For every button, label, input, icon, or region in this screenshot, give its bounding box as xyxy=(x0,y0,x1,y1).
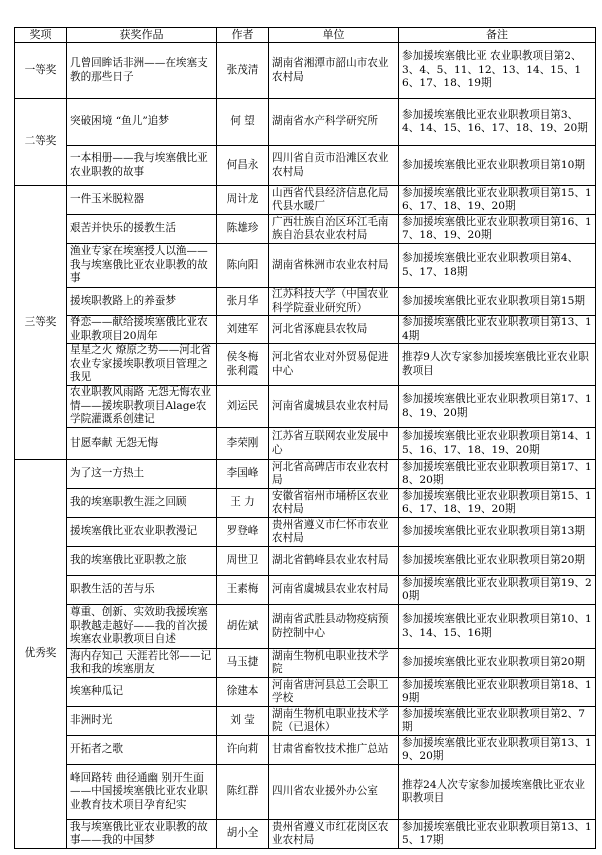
unit-cell: 湖南生物机电职业技术学院 xyxy=(269,649,399,678)
table-row xyxy=(15,215,596,244)
author-cell: 王素梅 xyxy=(217,576,269,605)
unit-cell: 甘肃省畜牧技术推广总站 xyxy=(269,736,399,765)
author-cell: 何昌永 xyxy=(217,146,269,186)
table-row xyxy=(15,316,596,344)
note-cell: 参加援埃塞俄比亚农业职教项目第13、14期 xyxy=(399,316,596,344)
unit-cell: 山西省代县经济信息化局代县水暖厂 xyxy=(269,186,399,215)
author-cell: 张月华 xyxy=(217,288,269,316)
note-cell: 参加援埃塞俄比亚农业职教项目第15期 xyxy=(399,288,596,316)
header-note: 备注 xyxy=(399,28,596,43)
author-cell: 胡小全 xyxy=(217,820,269,849)
work-cell: 尊重、创新、实效助我援埃塞职教越走越好——我的首次援埃塞农业职教项目自述 xyxy=(67,605,217,649)
table-row xyxy=(15,146,596,186)
note-cell: 参加援埃塞俄比亚农业职教项目第13期 xyxy=(399,518,596,547)
table-row xyxy=(15,186,596,215)
awards-table xyxy=(14,27,596,849)
work-cell: 一件玉米脱粒器 xyxy=(67,186,217,215)
work-cell: 农业职教风雨路 无怨无悔农业情——援埃职教项目Alage农学院灌溉系创建记 xyxy=(67,386,217,428)
header-author: 作者 xyxy=(217,28,269,43)
table-row xyxy=(15,547,596,576)
author-cell: 陈红群 xyxy=(217,765,269,820)
author-cell: 李荣刚 xyxy=(217,428,269,460)
work-cell: 甘愿奉献 无怨无悔 xyxy=(67,428,217,460)
table-row xyxy=(15,576,596,605)
note-cell: 参加援埃塞俄比亚农业职教项目第16、17、18、19、20期 xyxy=(399,215,596,244)
author-cell: 陈雄珍 xyxy=(217,215,269,244)
author-cell: 刘运民 xyxy=(217,386,269,428)
unit-cell: 湖南生物机电职业技术学院（已退休） xyxy=(269,707,399,736)
work-cell: 渔业专家在埃塞授人以渔——我与埃塞俄比亚农业职教的故事 xyxy=(67,244,217,288)
note-cell: 参加援埃塞俄比亚农业职教项目第3、4、14、15、16、17、18、19、20期 xyxy=(399,99,596,146)
note-cell: 参加援埃塞俄比亚农业职教项目第15、16、17、18、19、20期 xyxy=(399,186,596,215)
work-cell: 星星之火 燎原之势——河北省农业专家援埃职教项目管理之我见 xyxy=(67,344,217,386)
header-award: 奖项 xyxy=(15,28,67,43)
note-cell: 参加援埃塞俄比亚农业职教项目第19、20期 xyxy=(399,576,596,605)
table-row xyxy=(15,460,596,489)
note-cell: 参加援埃塞俄比亚农业职教项目第10期 xyxy=(399,146,596,186)
header-row xyxy=(15,28,596,43)
note-cell: 参加援埃塞俄比亚农业职教项目第2、7期 xyxy=(399,707,596,736)
table-row xyxy=(15,605,596,649)
work-cell: 援埃塞俄比亚农业职教漫记 xyxy=(67,518,217,547)
table-row xyxy=(15,707,596,736)
unit-cell: 贵州省遵义市红花岗区农业农村局 xyxy=(269,820,399,849)
award-level-cell: 优秀奖 xyxy=(15,460,67,849)
award-level-cell: 一等奖 xyxy=(15,43,67,99)
unit-cell: 湖南省武胜县动物疫病预防控制中心 xyxy=(269,605,399,649)
unit-cell: 广西壮族自治区环江毛南族自治县农业农村局 xyxy=(269,215,399,244)
note-cell: 参加援埃塞俄比亚农业职教项目第15、16、17、18、19、20期 xyxy=(399,489,596,518)
author-cell: 刘 莹 xyxy=(217,707,269,736)
author-cell: 王 力 xyxy=(217,489,269,518)
work-cell: 为了这一方热土 xyxy=(67,460,217,489)
unit-cell: 河北省农业对外贸易促进中心 xyxy=(269,344,399,386)
awards-table-body xyxy=(15,43,596,849)
work-cell: 海内存知己 天涯若比邻——记我和我的埃塞朋友 xyxy=(67,649,217,678)
note-cell: 参加援埃塞俄比亚农业职教项目第20期 xyxy=(399,547,596,576)
award-level-cell: 三等奖 xyxy=(15,186,67,460)
author-cell: 周计龙 xyxy=(217,186,269,215)
author-cell: 李国峰 xyxy=(217,460,269,489)
note-cell: 参加援埃塞俄比亚农业职教项目第13、19、20期 xyxy=(399,736,596,765)
work-cell: 突破困境 “鱼儿”追梦 xyxy=(67,99,217,146)
work-cell: 我与埃塞俄比亚农业职教的故事——我的中国梦 xyxy=(67,820,217,849)
author-cell: 侯冬梅 张利霞 xyxy=(217,344,269,386)
author-cell: 徐建本 xyxy=(217,678,269,707)
work-cell: 我的埃塞俄比亚职教之旅 xyxy=(67,547,217,576)
note-cell: 推荐9人次专家参加援埃塞俄比亚农业职教项目 xyxy=(399,344,596,386)
author-cell: 罗登峰 xyxy=(217,518,269,547)
table-row xyxy=(15,649,596,678)
author-cell: 刘建军 xyxy=(217,316,269,344)
note-cell: 参加援埃塞俄比亚农业职教项目第13、15、17期 xyxy=(399,820,596,849)
unit-cell: 湖北省鹤峰县农业农村局 xyxy=(269,547,399,576)
unit-cell: 河南省虞城县农业农村局 xyxy=(269,576,399,605)
unit-cell: 湖南省株洲市农业农村局 xyxy=(269,244,399,288)
note-cell: 推荐24人次专家参加援埃塞俄比亚农业职教项目 xyxy=(399,765,596,820)
table-row xyxy=(15,99,596,146)
table-row xyxy=(15,765,596,820)
table-row xyxy=(15,428,596,460)
table-row xyxy=(15,489,596,518)
unit-cell: 湖南省湘潭市韶山市农业农村局 xyxy=(269,43,399,99)
note-cell: 参加援埃塞俄比亚农业职教项目第4、5、17、18期 xyxy=(399,244,596,288)
author-cell: 张茂清 xyxy=(217,43,269,99)
unit-cell: 安徽省宿州市埇桥区农业农村局 xyxy=(269,489,399,518)
note-cell: 参加援埃塞俄比亚农业职教项目第14、15、16、17、18、19、20期 xyxy=(399,428,596,460)
work-cell: 援埃职教路上的养蚕梦 xyxy=(67,288,217,316)
header-work: 获奖作品 xyxy=(67,28,217,43)
unit-cell: 江苏科技大学（中国农业科学院蚕业研究所） xyxy=(269,288,399,316)
unit-cell: 四川省自贡市沿滩区农业农村局 xyxy=(269,146,399,186)
unit-cell: 河北省高碑店市农业农村局 xyxy=(269,460,399,489)
author-cell: 胡佐斌 xyxy=(217,605,269,649)
author-cell: 马玉捷 xyxy=(217,649,269,678)
note-cell: 参加援埃塞俄比亚农业职教项目第18、19期 xyxy=(399,678,596,707)
work-cell: 开拓者之歌 xyxy=(67,736,217,765)
work-cell: 埃塞种瓜记 xyxy=(67,678,217,707)
note-cell: 参加援埃塞俄比亚 农业职教项目第2、3、4、5、11、12、13、14、15、16、17、18、19期 xyxy=(399,43,596,99)
work-cell: 峰回路转 曲径通幽 别开生面——中国援埃塞俄比亚农业职业教育技术项目孕育纪实 xyxy=(67,765,217,820)
note-cell: 参加援埃塞俄比亚农业职教项目第17、18、20期 xyxy=(399,460,596,489)
table-row xyxy=(15,386,596,428)
work-cell: 几曾回眸话非洲——在埃塞支教的那些日子 xyxy=(67,43,217,99)
author-cell: 周世卫 xyxy=(217,547,269,576)
table-row xyxy=(15,288,596,316)
work-cell: 职教生活的苦与乐 xyxy=(67,576,217,605)
unit-cell: 湖南省水产科学研究所 xyxy=(269,99,399,146)
unit-cell: 贵州省遵义市仁怀市农业农村局 xyxy=(269,518,399,547)
author-cell: 陈向阳 xyxy=(217,244,269,288)
unit-cell: 四川省农业援外办公室 xyxy=(269,765,399,820)
table-row xyxy=(15,820,596,849)
author-cell: 许向莉 xyxy=(217,736,269,765)
work-cell: 脊恋——献给援埃塞俄比亚农业职教项目20周年 xyxy=(67,316,217,344)
table-row xyxy=(15,518,596,547)
note-cell: 参加援埃塞俄比亚农业职教项目第10、13、14、15、16期 xyxy=(399,605,596,649)
unit-cell: 江苏省互联网农业发展中心 xyxy=(269,428,399,460)
work-cell: 艰苦并快乐的援教生活 xyxy=(67,215,217,244)
note-cell: 参加援埃塞俄比亚农业职教项目第17、18、19、20期 xyxy=(399,386,596,428)
table-row xyxy=(15,244,596,288)
work-cell: 我的埃塞职教生涯之回顾 xyxy=(67,489,217,518)
header-unit: 单位 xyxy=(269,28,399,43)
table-row xyxy=(15,678,596,707)
author-cell: 何 望 xyxy=(217,99,269,146)
unit-cell: 河北省涿鹿县农牧局 xyxy=(269,316,399,344)
work-cell: 一本相册——我与埃塞俄比亚农业职教的故事 xyxy=(67,146,217,186)
note-cell: 参加援埃塞俄比亚农业职教项目第20期 xyxy=(399,649,596,678)
table-row xyxy=(15,43,596,99)
work-cell: 非洲时光 xyxy=(67,707,217,736)
table-row xyxy=(15,736,596,765)
award-level-cell: 二等奖 xyxy=(15,99,67,186)
table-row xyxy=(15,344,596,386)
unit-cell: 河南省唐河县总工会职工学校 xyxy=(269,678,399,707)
unit-cell: 河南省虞城县农业农村局 xyxy=(269,386,399,428)
